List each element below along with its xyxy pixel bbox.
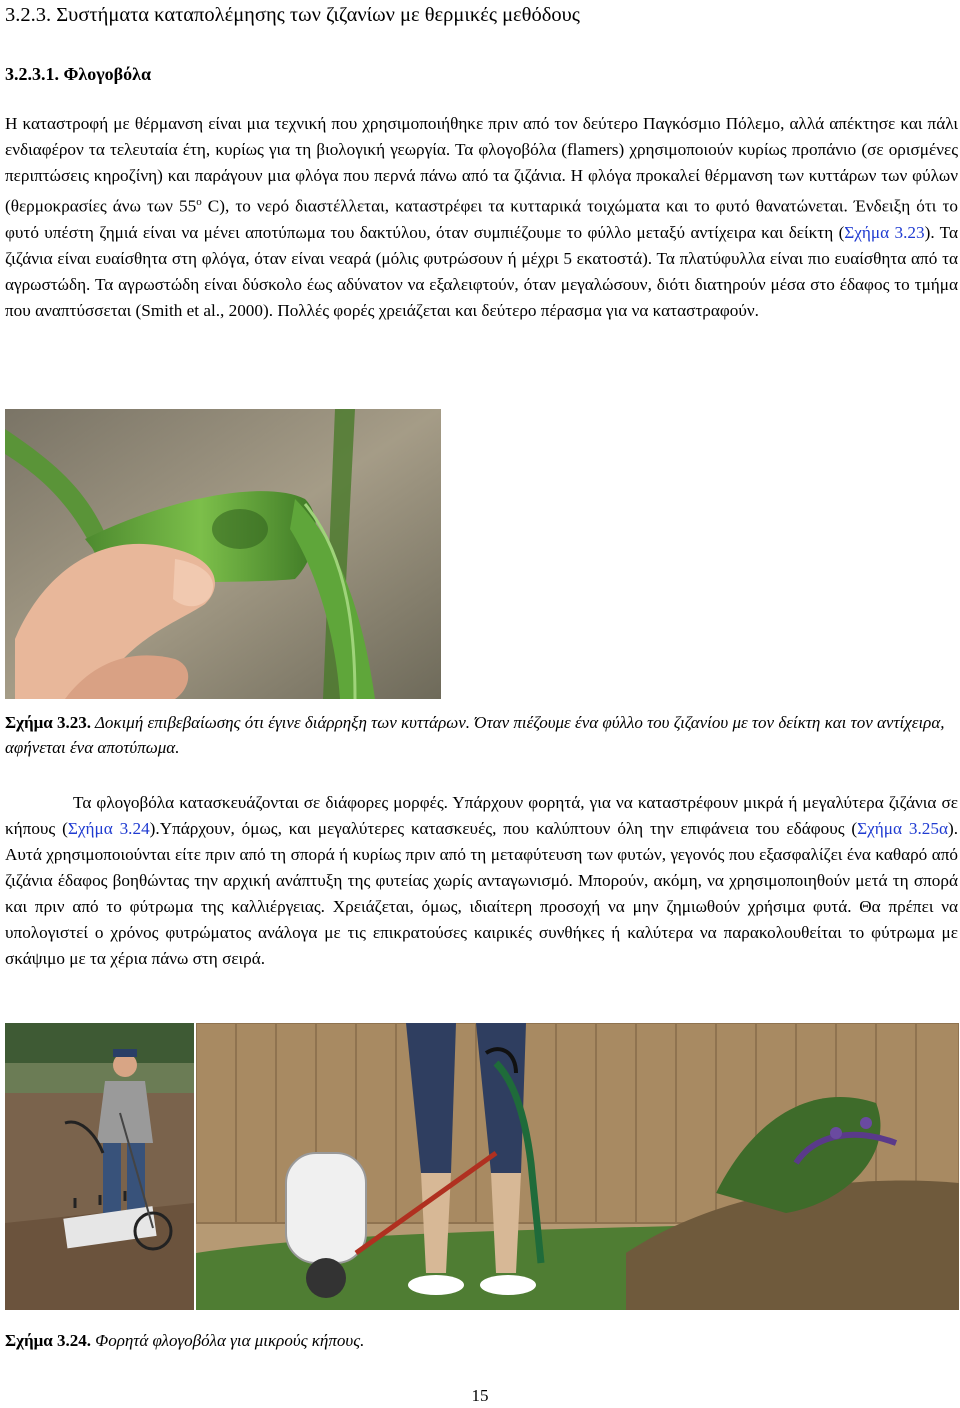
- section-heading: 3.2.3. Συστήματα καταπολέμησης των ζιζανίων με θερμικές μεθόδους: [5, 4, 580, 26]
- garden-flamer-photo: [196, 1023, 959, 1310]
- page-number: 15: [471, 1386, 489, 1405]
- garden-flamer-illustration: [196, 1023, 959, 1310]
- figure-caption-text: Φορητά φλογοβόλα για μικρούς κήπους.: [91, 1331, 365, 1350]
- field-flamer-illustration: [5, 1023, 194, 1310]
- paragraph-intro: [5, 111, 958, 324]
- leaf-test-illustration: [5, 409, 441, 699]
- degree-superscript: ο: [196, 196, 202, 208]
- paragraph-text: ).Υπάρχουν, όμως, και μεγαλύτερες κατασκευές, που καλύπτουν όλη την επιφάνεια του εδάφους (: [149, 819, 858, 838]
- figure-link-3-25a[interactable]: Σχήμα 3.25α: [857, 819, 948, 838]
- subsection-heading: 3.2.3.1. Φλογοβόλα: [5, 64, 152, 84]
- leaf-test-photo: [5, 409, 441, 699]
- paragraph-flamer-types: [5, 790, 958, 972]
- paragraph-text: ). Τα ζιζάνια είναι ευαίσθητα στη φλόγα, όταν είναι νεαρά (μόλις φυτρώσουν ή μέχρι 5 εκατοστά). Τα πλατύφυλλα είναι πιο ευαίσθητα από τα αγρωστώδη. Τα αγρωστώδη είναι δύσκολο έως αδύνατον να εξαλειφτούν, όταν μεγαλώσουν, διότι διατηρούν μέσα στο έδαφος το τμήμα που αναπτύσσεται (Smith et al., 2000). Πολλές φορές χρειάζεται και δεύτερο πέρασμα για να καταστραφούν.: [5, 222, 958, 320]
- paragraph-text: Η καταστροφή με θέρμανση είναι μια τεχνική που χρησιμοποιήθηκε πριν από τον δεύτερο Παγκόσμιο Πόλεμο, αλλά απέκτησε και πάλι ενδιαφέρον τα τελευταία έτη, κυρίως για τη βιολογική γεωργία. Τα φλογοβόλα (flamers) χρησιμοποιούν κυρίως προπάνιο (σε ορισμένες περιπτώσεις κηροζίνη) και παράγουν μια φλόγα που περνά πάνω από τα ζιζάνια. Η φλόγα προκαλεί θέρμανση των κυττάρων των φύλων (θερμοκρασίες άνω των 55: [5, 114, 958, 216]
- figure-link-3-23[interactable]: Σχήμα 3.23: [844, 222, 925, 242]
- figure-caption-3-23: [5, 710, 958, 760]
- figure-link-3-24[interactable]: Σχήμα 3.24: [67, 819, 150, 838]
- paragraph-text: C), το νερό διαστέλλεται, καταστρέφει τα κυτταρικά τοιχώματα και το φυτό θανατώνεται. Ένδειξη ότι το φυτό υπέστη ζημιά είναι να μένει αποτύπωμα του δακτύλου, όταν συμπιέζουμε το φύλλο μεταξύ αντίχειρα και δείκτη (: [5, 196, 958, 242]
- man-with-flamer-photo: [5, 1023, 194, 1310]
- paragraph-text: Τα φλογοβόλα κατασκευάζονται σε διάφορες μορφές. Υπάρχουν φορητά, για να καταστρέφουν μικρά ή μεγαλύτερα ζιζάνια σε κήπους (: [5, 793, 958, 838]
- figure-caption-text: Δοκιμή επιβεβαίωσης ότι έγινε διάρρηξη των κυττάρων. Όταν πιέζουμε ένα φύλλο του ζιζανίου με τον δείκτη και τον αντίχειρα, αφήνεται ένα αποτύπωμα.: [5, 713, 945, 757]
- figure-caption-3-24: [5, 1328, 958, 1353]
- figure-label: Σχήμα 3.24.: [5, 1331, 91, 1350]
- figure-label: Σχήμα 3.23.: [5, 713, 91, 732]
- paragraph-text: ). Αυτά χρησιμοποιούνται είτε πριν από τη σπορά ή κυρίως πριν από τη μεταφύτευση των φυτών, γεγονός που εξασφαλίζει ένα καθαρό από ζιζάνια έδαφος βοηθώντας την αρχική ανάπτυξη της φυτείας χωρίς ανταγωνισμό. Μπορούν, ακόμη, να χρησιμοποιηθούν μετά τη σπορά και πριν από το φύτρωμα της καλλιέργειας. Χρειάζεται, όμως, ιδιαίτερη προσοχή να μην ζημιωθούν χρήσιμα φυτά. Θα πρέπει να υπολογιστεί ο χρόνος φυτρώματος ανάλογα με τις επικρατούσες καιρικές συνθήκες ή καλύτερα να παρακολουθείται το φύτρωμα με σκάψιμο με τα χέρια πάνω στη σειρά.: [5, 819, 958, 968]
